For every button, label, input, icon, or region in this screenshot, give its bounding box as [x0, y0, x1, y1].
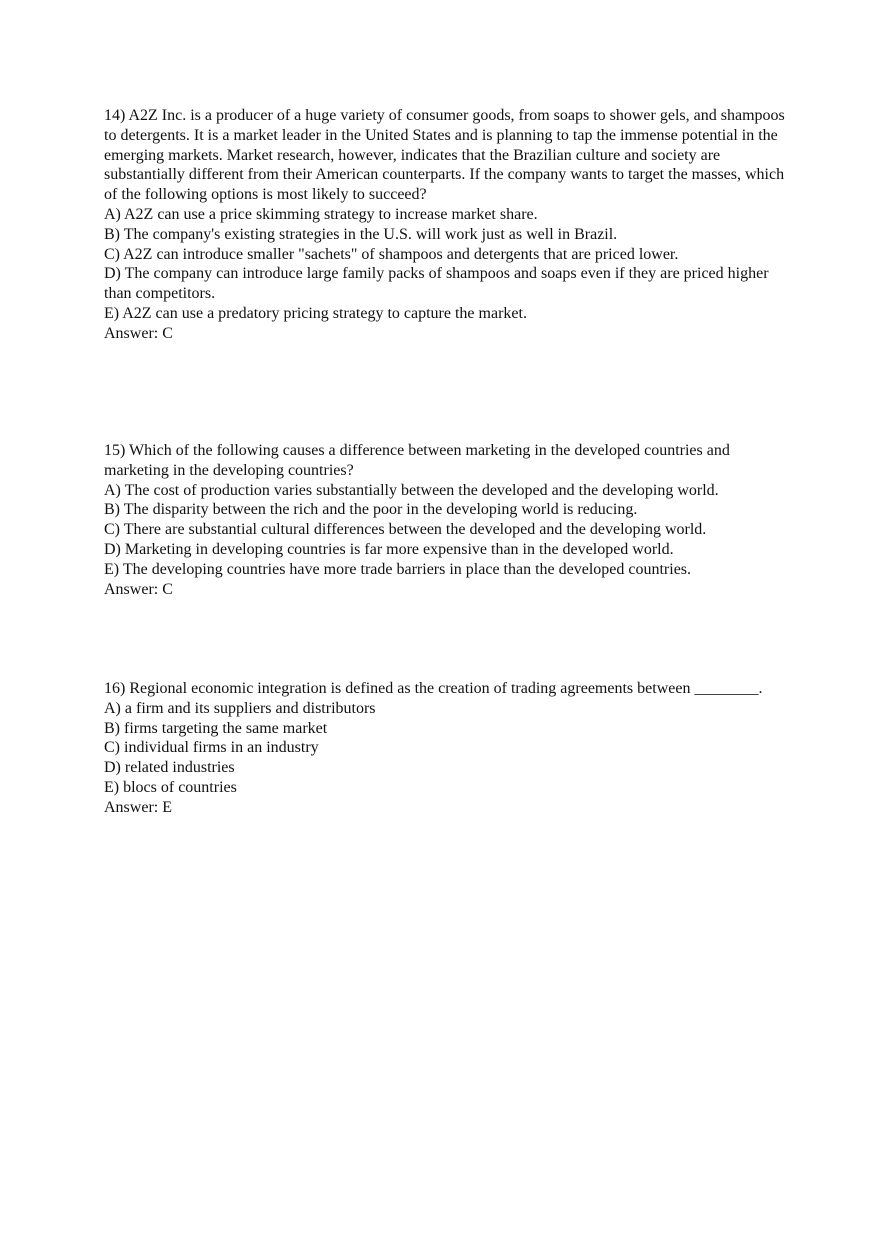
option-a: A) A2Z can use a price skimming strategy to increase market share.	[104, 205, 538, 223]
option-d: D) Marketing in developing countries is far more expensive than in the developed world.	[104, 540, 674, 558]
option-e: E) A2Z can use a predatory pricing strategy to capture the market.	[104, 304, 527, 322]
question-stem: 16) Regional economic integration is defined as the creation of trading agreements between ________.	[104, 680, 763, 697]
option-b: B) firms targeting the same market	[104, 719, 328, 737]
option-c: C) individual firms in an industry	[104, 739, 319, 757]
question-stem: 14) A2Z Inc. is a producer of a huge variety of consumer goods, from soaps to shower gels, and shampoos to detergents. It is a market leader in the United States and is planning to tap the immense potential in the emerging markets. Market research, however, indicates that the Brazilian culture and society are substantially different from their American counterparts. If the company wants to target the masses, which of the following options is most likely to succeed?	[104, 107, 785, 204]
option-c: C) There are substantial cultural differences between the developed and the developing world.	[104, 521, 707, 539]
option-c: C) A2Z can introduce smaller "sachets" of shampoos and detergents that are priced lower.	[104, 245, 679, 263]
option-a: A) a firm and its suppliers and distributors	[104, 699, 376, 717]
option-d: D) related industries	[104, 759, 235, 777]
option-b: B) The disparity between the rich and the poor in the developing world is reducing.	[104, 501, 638, 519]
option-a: A) The cost of production varies substantially between the developed and the developing world.	[104, 481, 719, 499]
question-stem: 15) Which of the following causes a difference between marketing in the developed countries and marketing in the developing countries?	[104, 442, 730, 479]
option-e: E) blocs of countries	[104, 778, 237, 796]
question-16	[104, 679, 794, 818]
option-e: E) The developing countries have more trade barriers in place than the developed countries.	[104, 560, 692, 578]
option-b: B) The company's existing strategies in the U.S. will work just as well in Brazil.	[104, 225, 618, 243]
option-d: D) The company can introduce large family packs of shampoos and soaps even if they are priced higher than competitors.	[104, 265, 769, 303]
answer: Answer: C	[104, 324, 173, 342]
question-14	[104, 106, 794, 344]
question-15	[104, 441, 794, 599]
answer: Answer: E	[104, 798, 172, 816]
answer: Answer: C	[104, 580, 173, 598]
